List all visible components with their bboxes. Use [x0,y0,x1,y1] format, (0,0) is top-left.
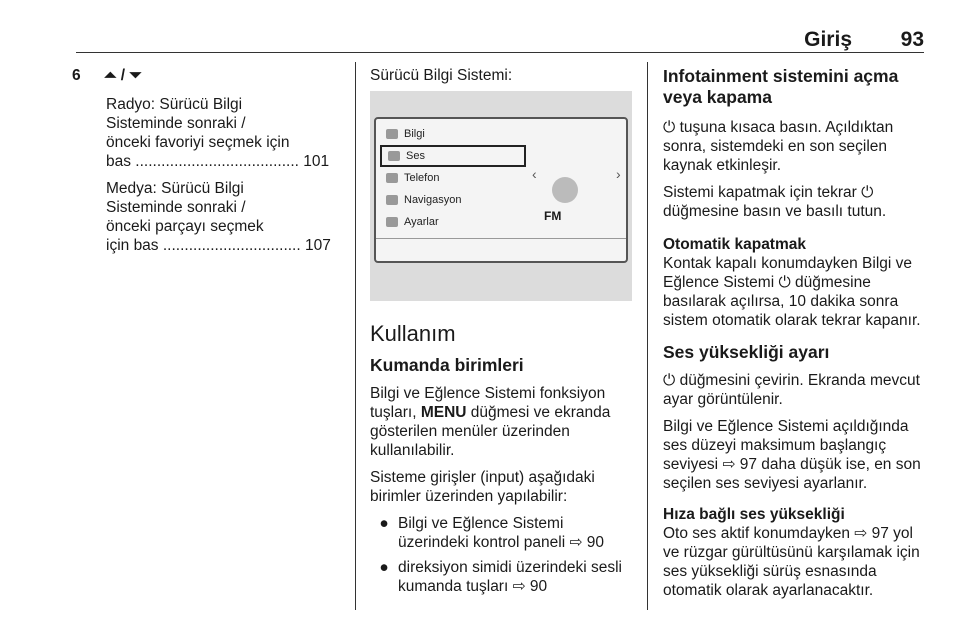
subsection-title: Kumanda birimleri [370,355,524,375]
column-3 [663,66,927,608]
bullet-2: ● direksiyon simidi üzerindeki sesli kumanda tuşları ⇨ 90 [379,559,622,595]
heading-speed-volume: Hıza bağlı ses yüksekliği [663,506,845,523]
radio-ref-text: bas [106,153,131,170]
phone-icon [386,173,398,183]
media-line-3: önceki parçayı seçmek [106,218,264,235]
media-line-1: Medya: Sürücü Bilgi [106,180,244,197]
volume-knob-icon: ⏻ [663,372,676,389]
display-screen [374,117,628,263]
globe-icon [386,195,398,205]
item-6-head [72,66,338,85]
screen-intro: Sürücü Bilgi Sistemi: [370,67,513,84]
media-ref-text: için bas [106,237,159,254]
power-icon: ⏻ [861,184,874,201]
section-title: Kullanım [370,321,456,346]
ref-arrow-icon: ⇨ [569,534,583,551]
menu-item-ayarlar: Ayarlar [380,211,526,233]
settings-icon [386,217,398,227]
ref-arrow-icon: ⇨ [722,456,736,473]
source-label: FM [544,209,562,223]
para-volume-2: Bilgi ve Eğlence Sistemi açıldığında ses düzeyi maksimum başlangıç seviyesi ⇨ 97 daha düşük ise, en son seçilen ses seviyesi ayarlanır. [663,418,921,492]
item-number: 6 [72,67,81,84]
header-rule [76,52,924,53]
heading-auto-off: Otomatik kapatmak [663,236,806,253]
para-on: ⏻ tuşuna kısaca basın. Açıldıktan sonra, sistemdeki en son seçilen kaynak etkinleşir. [663,119,894,174]
radio-ref-page: 101 [303,153,330,170]
radio-line-3: önceki favoriyi seçmek için [106,134,290,151]
para-auto-off: Kontak kapalı konumdayken Bilgi ve Eğlence Sistemi ⏻ düğmesine basılarak açılırsa, 10 dakika sonra sistem otomatik olarak tekrar kapanır. [663,255,921,329]
para-inputs: Sisteme girişler (input) aşağıdaki birimler üzerinden yapılabilir: [370,469,595,505]
media-ref-page: 107 [304,237,331,254]
radio-dial-icon [552,177,578,203]
column-divider-2 [647,62,648,610]
ref-arrow-icon: ⇨ [512,578,526,595]
screen-photo [370,91,632,301]
menu-item-navigasyon: Navigasyon [380,189,526,211]
menu-key-label: MENU [420,404,467,421]
power-icon: ⏻ [663,119,676,136]
item-6-body [72,95,338,255]
radio-desc: Radyo: Sürücü Bilgi Sisteminde sonraki / önceki favoriyi seçmek için bas ...................................... 101 [106,96,330,170]
music-note-icon [388,151,400,161]
menu-item-bilgi: Bilgi [380,123,526,145]
media-line-2: Sisteminde sonraki / [106,199,246,216]
chevron-left-icon: ‹ [532,166,537,182]
column-2 [370,66,632,602]
screen-menu [380,123,526,233]
screen-bottom-bar [376,238,626,261]
radio-line-1: Radyo: Sürücü Bilgi [106,96,243,113]
menu-item-telefon: Telefon [380,167,526,189]
bullet-1: ● Bilgi ve Eğlence Sistemi üzerindeki kontrol paneli ⇨ 90 [379,515,605,551]
power-icon: ⏻ [778,274,791,291]
media-desc: Medya: Sürücü Bilgi Sisteminde sonraki / önceki parçayı seçmek için bas ................................ 107 [106,180,331,254]
heading-volume: Ses yüksekliği ayarı [663,342,830,362]
column-1 [72,66,338,263]
seek-icons: ⏶ / ⏷ [104,67,142,84]
chevron-right-icon: › [616,166,621,182]
para-volume-1: ⏻ düğmesini çevirin. Ekranda mevcut ayar görüntülenir. [663,372,920,408]
column-divider-1 [355,62,356,610]
ref-arrow-icon: ⇨ [854,525,868,542]
info-icon [386,129,398,139]
para-off: Sistemi kapatmak için tekrar ⏻ düğmesine basın ve basılı tutun. [663,184,887,220]
page-number: 93 [900,28,924,51]
radio-line-2: Sisteminde sonraki / [106,115,246,132]
page-title: Giriş [804,28,852,51]
menu-item-ses: Ses [380,145,526,167]
heading-on-off: Infotainment sistemini açma veya kapama [663,66,899,107]
para-speed-volume: Oto ses aktif konumdayken ⇨ 97 yol ve rüzgar gürültüsünü karşılamak için ses yüksekliği sürüş esnasında otomatik olarak ayarlanacaktır. [663,525,920,599]
para-controls: Bilgi ve Eğlence Sistemi fonksiyon tuşları, MENU düğmesi ve ekranda gösterilen menüler üzerinden kullanılabilir. [370,385,611,459]
